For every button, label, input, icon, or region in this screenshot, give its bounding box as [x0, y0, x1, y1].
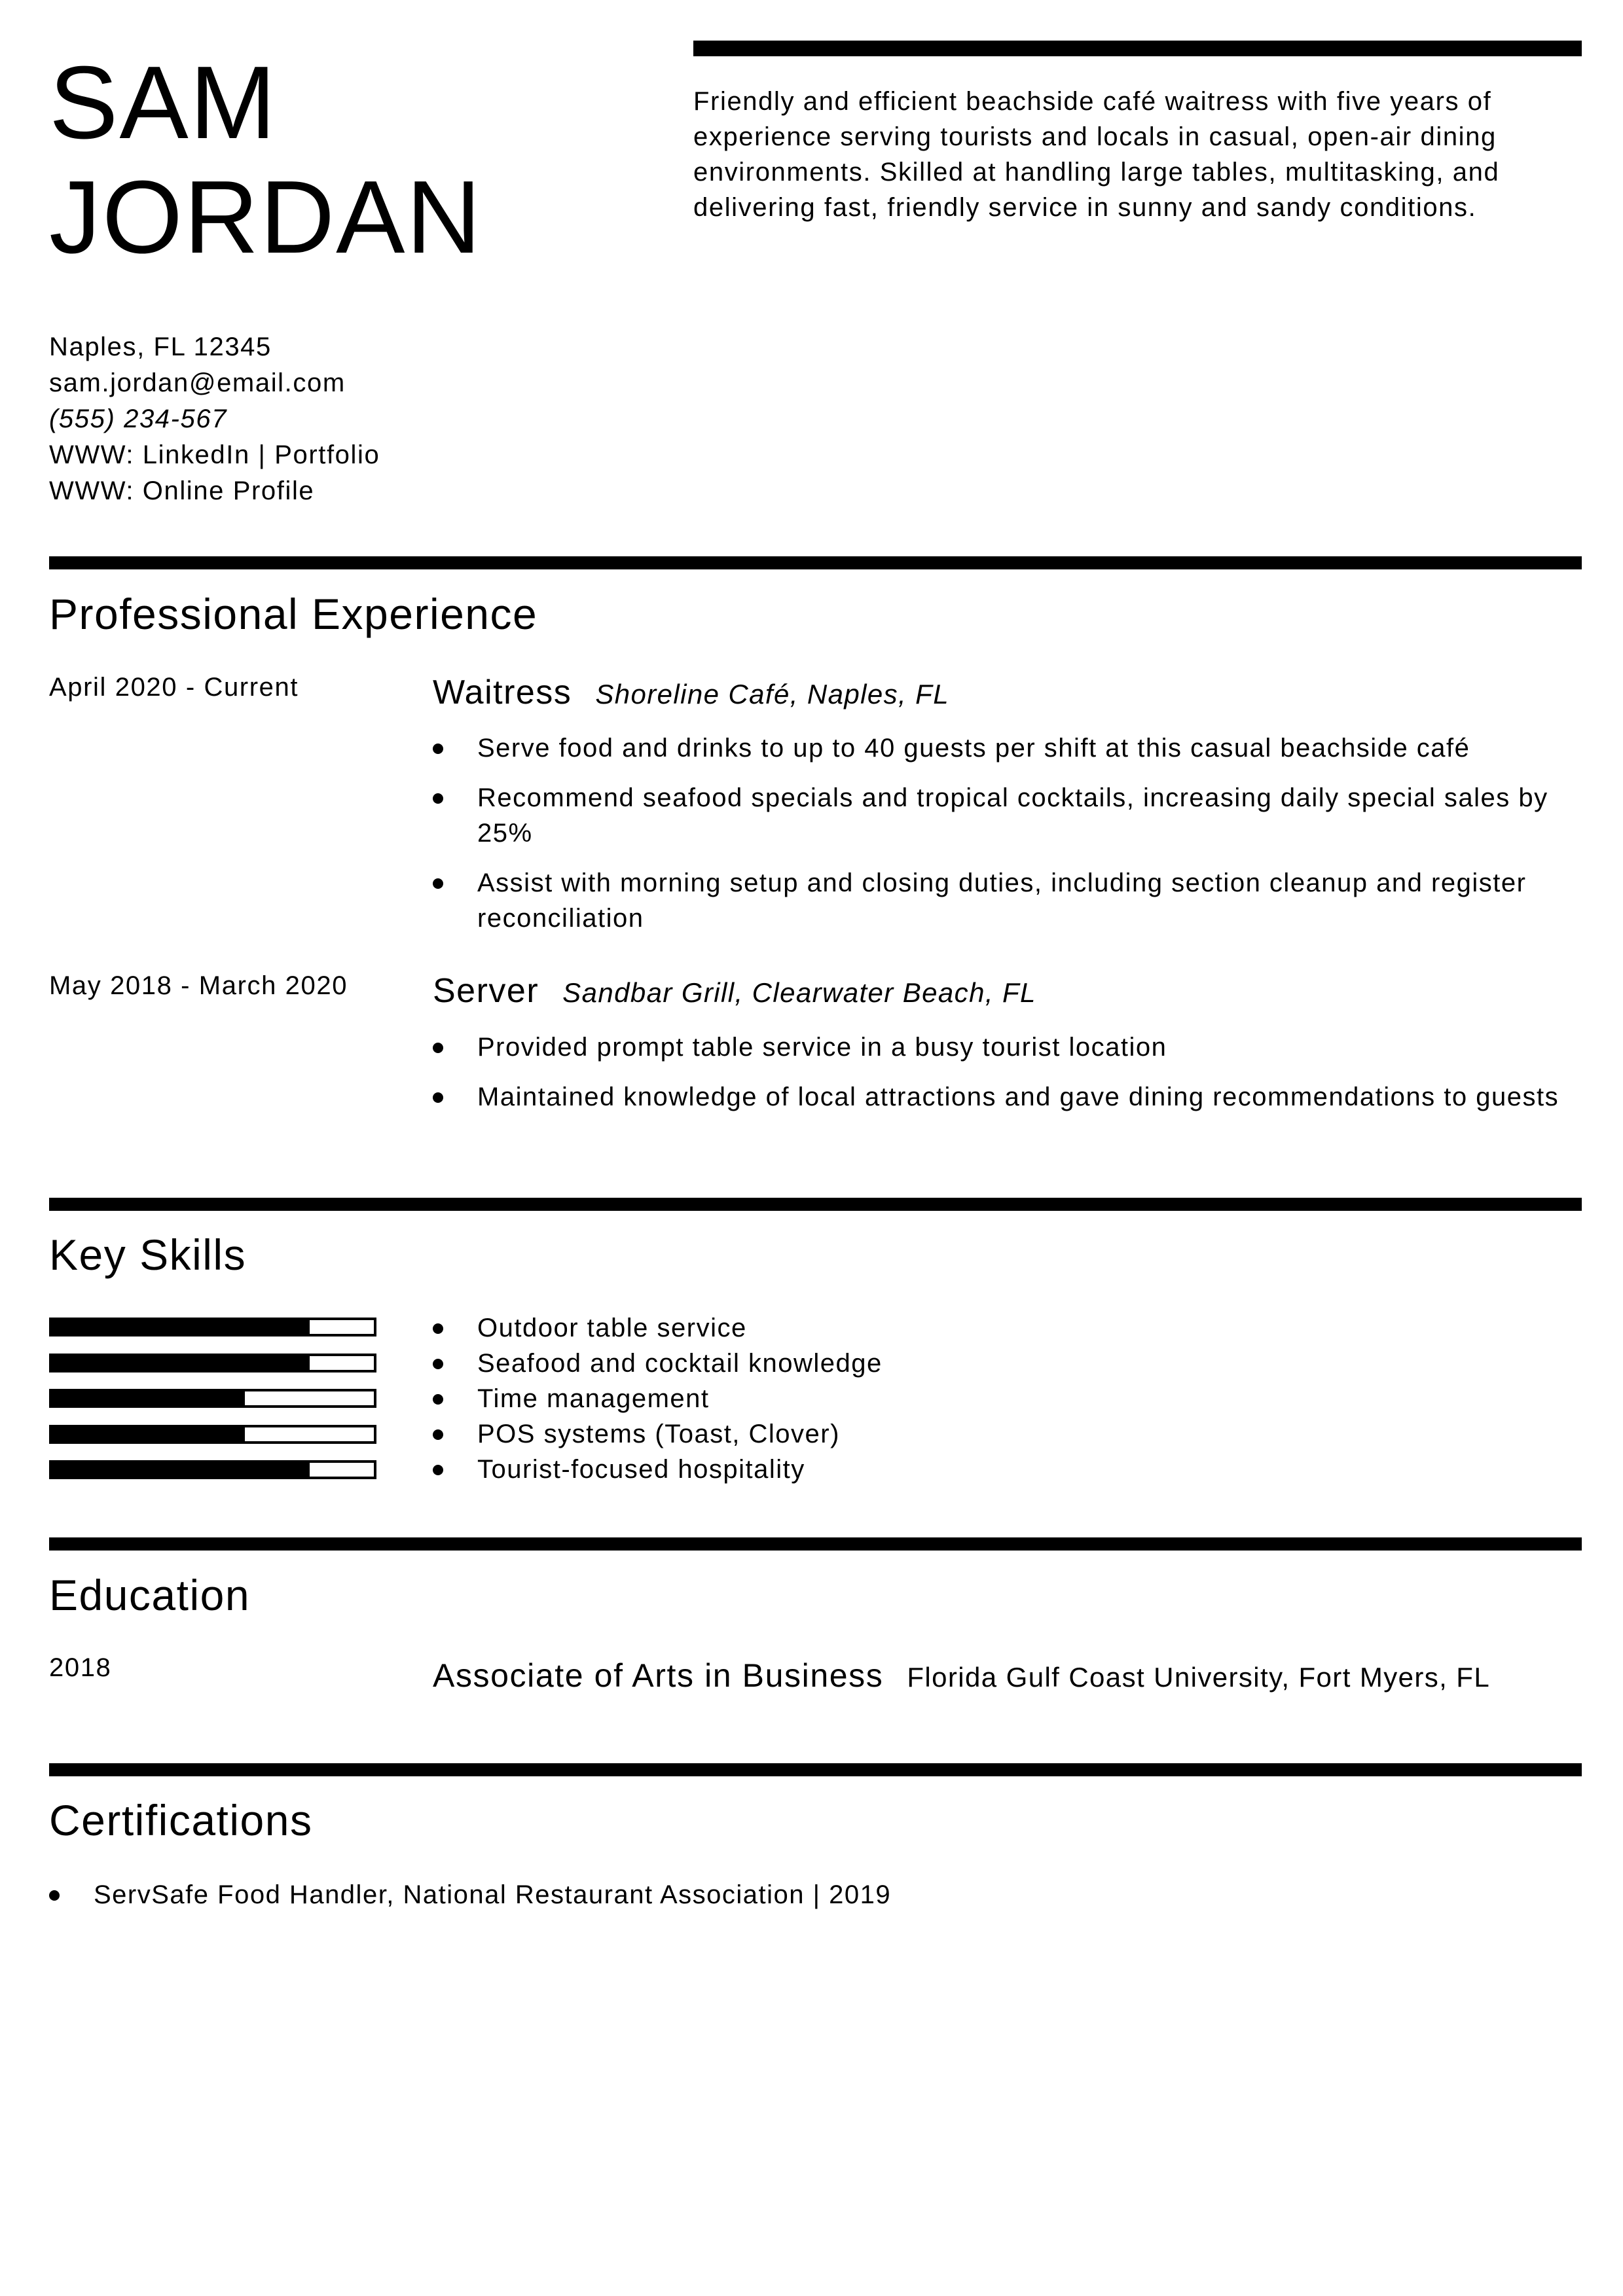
contact-web-links[interactable]: WWW: LinkedIn | Portfolio — [49, 440, 380, 469]
skill-item: Outdoor table service — [433, 1310, 1585, 1346]
job-bullet: Serve food and drinks to up to 40 guests per shift at this casual beachside café — [433, 730, 1585, 766]
skill-level-fill — [52, 1391, 245, 1405]
contact-email[interactable]: sam.jordan@email.com — [49, 368, 346, 397]
job-bullet: Provided prompt table service in a busy tourist location — [433, 1030, 1585, 1065]
job-bullets — [433, 730, 1585, 950]
job-header — [433, 971, 1036, 1013]
skill-level-bar — [49, 1354, 376, 1372]
certification-item: ServSafe Food Handler, National Restaurant Association | 2019 — [49, 1877, 1555, 1912]
job-role: Waitress — [433, 673, 572, 711]
last-name: JORDAN — [49, 160, 483, 275]
skill-level-fill — [52, 1320, 310, 1334]
section-title-experience: Professional Experience — [49, 590, 538, 638]
job-bullet: Recommend seafood specials and tropical cocktails, increasing daily special sales by 25% — [433, 780, 1585, 851]
job-bullet: Maintained knowledge of local attractions and gave dining recommendations to guests — [433, 1079, 1585, 1115]
job-bullet: Assist with morning setup and closing duties, including section cleanup and register reconciliation — [433, 865, 1585, 936]
certifications-list — [49, 1877, 1555, 1912]
contact-phone[interactable]: (555) 234-567 — [49, 404, 228, 433]
header-rule — [693, 41, 1582, 56]
education-school: Florida Gulf Coast University, Fort Myers, FL — [907, 1662, 1491, 1693]
section-title-skills: Key Skills — [49, 1230, 247, 1279]
candidate-name — [49, 46, 483, 275]
section-title-education: Education — [49, 1571, 251, 1619]
skill-level-bar — [49, 1389, 376, 1408]
education-year: 2018 — [49, 1653, 112, 1682]
job-org: Sandbar Grill, Clearwater Beach, FL — [562, 977, 1036, 1008]
job-dates: May 2018 - March 2020 — [49, 971, 348, 1000]
section-rule-certifications — [49, 1763, 1582, 1776]
first-name: SAM — [49, 45, 278, 160]
skill-level-bar — [49, 1318, 376, 1336]
education-entry — [433, 1655, 1490, 1698]
job-dates: April 2020 - Current — [49, 673, 299, 702]
skill-level-bar — [49, 1425, 376, 1444]
skill-level-bar — [49, 1460, 376, 1479]
skill-item: Tourist-focused hospitality — [433, 1452, 1585, 1487]
job-role: Server — [433, 972, 539, 1010]
skill-item: Seafood and cocktail knowledge — [433, 1346, 1585, 1381]
section-rule-skills — [49, 1198, 1582, 1211]
skill-item: Time management — [433, 1381, 1585, 1416]
skill-level-fill — [52, 1427, 245, 1441]
section-title-certifications: Certifications — [49, 1796, 313, 1844]
contact-online-profile[interactable]: WWW: Online Profile — [49, 476, 315, 505]
education-degree: Associate of Arts in Business — [433, 1657, 884, 1694]
contact-block — [49, 329, 380, 509]
summary-text: Friendly and efficient beachside café waitress with five years of experience serving tourists and locals in casual, open-air dining environments. Skilled at handling large tables, multitasking, and delivering fast, friendly service in sunny and sandy conditions. — [693, 87, 1500, 222]
section-rule-education — [49, 1537, 1582, 1551]
contact-address: Naples, FL 12345 — [49, 332, 272, 361]
skill-item: POS systems (Toast, Clover) — [433, 1416, 1585, 1452]
job-org: Shoreline Café, Naples, FL — [595, 679, 949, 709]
job-bullets — [433, 1030, 1585, 1129]
skills-list — [433, 1310, 1585, 1487]
section-rule-experience — [49, 556, 1582, 569]
skill-level-fill — [52, 1463, 310, 1477]
skill-level-fill — [52, 1356, 310, 1370]
job-header — [433, 672, 949, 715]
